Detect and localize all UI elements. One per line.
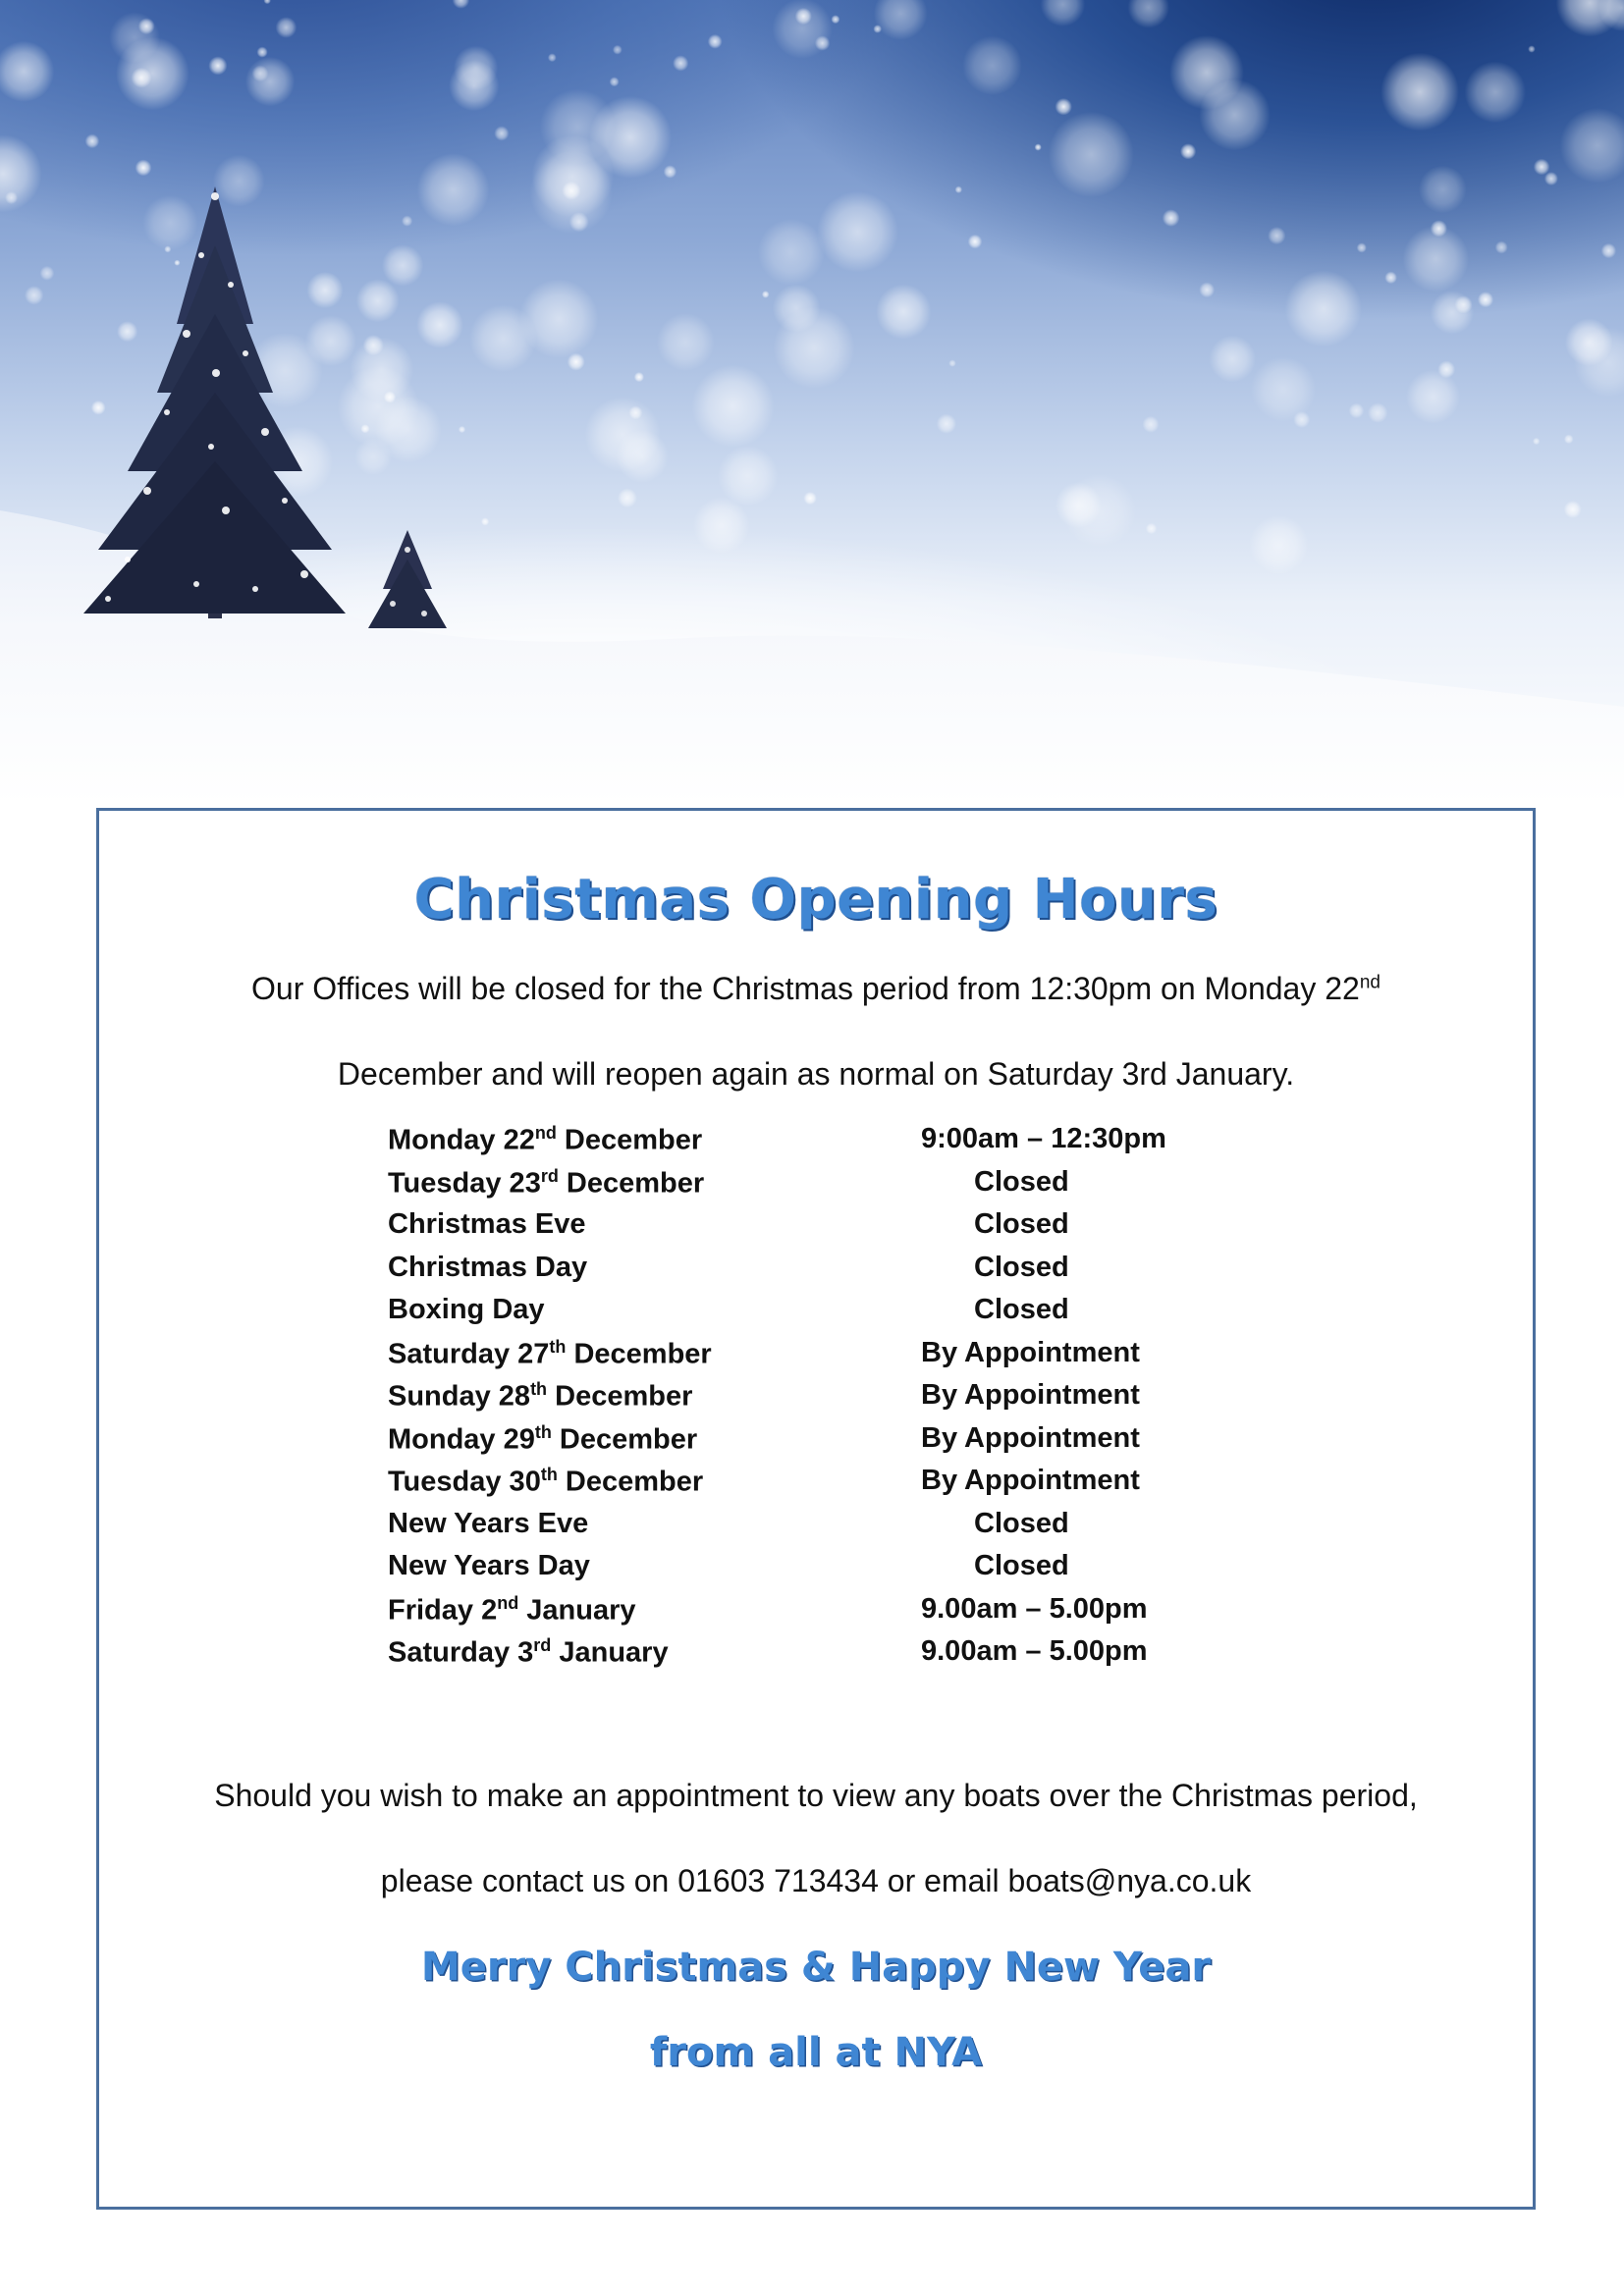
bokeh-light — [276, 17, 298, 38]
bokeh-light — [1478, 292, 1493, 307]
schedule-day-name: New Years Day — [388, 1550, 590, 1581]
schedule-row — [388, 1422, 1272, 1466]
bokeh-light — [382, 244, 423, 286]
bokeh-light — [1056, 98, 1072, 115]
schedule-row — [388, 1252, 1272, 1295]
contact-line-2: please contact us on 01603 713434 or email boats@nya.co.uk — [380, 1863, 1252, 1898]
bokeh-light — [1565, 318, 1613, 366]
schedule-day-ordinal: nd — [534, 1123, 557, 1143]
bokeh-light — [569, 212, 589, 232]
bokeh-light — [948, 359, 955, 366]
bokeh-light — [135, 160, 152, 177]
schedule-day — [388, 1337, 712, 1371]
bokeh-light — [1128, 0, 1169, 28]
bokeh-light — [562, 182, 580, 200]
schedule-row — [388, 1593, 1272, 1636]
bokeh-light — [962, 35, 1022, 95]
schedule-day — [388, 1465, 703, 1499]
bokeh-light — [1146, 523, 1157, 534]
bokeh-light — [585, 397, 661, 472]
bokeh-light — [1357, 242, 1367, 252]
bokeh-light — [402, 216, 412, 227]
bokeh-light — [1268, 227, 1285, 244]
intro-line-2: December and will reopen again as normal on Saturday 3rd January. — [337, 1056, 1295, 1092]
bokeh-light — [1406, 370, 1460, 424]
bokeh-light — [1143, 416, 1160, 433]
schedule-hours: By Appointment — [921, 1379, 1140, 1411]
bokeh-light — [1419, 166, 1467, 214]
bokeh-light — [762, 291, 770, 298]
schedule-day — [388, 1550, 590, 1582]
snowy-scene-illustration — [0, 0, 1624, 805]
bokeh-light — [1163, 209, 1180, 227]
schedule-day-name: Christmas Eve — [388, 1208, 586, 1240]
schedule-day-ordinal: rd — [540, 1165, 559, 1186]
bokeh-light — [874, 0, 928, 40]
bokeh-light — [1465, 62, 1527, 124]
intro-line-1-text: Our Offices will be closed for the Christmas period from 12:30pm on Monday 22 — [251, 971, 1360, 1006]
bokeh-light — [1049, 112, 1134, 197]
bokeh-light — [708, 34, 723, 49]
bokeh-light — [481, 517, 489, 525]
bokeh-light — [1495, 241, 1508, 254]
schedule-day-ordinal: th — [549, 1336, 567, 1357]
schedule-day-name: New Years Eve — [388, 1507, 589, 1539]
schedule-day-month: January — [551, 1636, 669, 1669]
bokeh-light — [634, 372, 644, 382]
bokeh-light — [375, 397, 442, 463]
bokeh-light — [0, 41, 54, 102]
bokeh-light — [174, 260, 180, 266]
bokeh-light — [384, 391, 396, 402]
bokeh-light — [803, 492, 816, 505]
bokeh-light — [1601, 243, 1616, 258]
schedule-day — [388, 1208, 586, 1241]
schedule-day-month: December — [566, 1338, 712, 1370]
schedule-row — [388, 1123, 1272, 1166]
bokeh-light — [1035, 143, 1042, 150]
schedule-hours: Closed — [974, 1294, 1069, 1325]
bokeh-light — [758, 219, 825, 286]
bokeh-light — [1431, 220, 1447, 237]
intro-line-1 — [99, 971, 1533, 1007]
bokeh-light — [937, 414, 956, 434]
schedule-day-month: December — [547, 1380, 693, 1413]
schedule-day-name: Monday 22 — [388, 1124, 535, 1156]
schedule-row — [388, 1465, 1272, 1508]
bokeh-light — [1180, 143, 1196, 159]
greeting-line-2: from all at NYA — [649, 2030, 983, 2075]
bokeh-light — [1249, 515, 1308, 574]
bokeh-light — [417, 153, 490, 226]
opening-hours-notice — [96, 808, 1536, 2210]
bokeh-light — [1528, 45, 1535, 52]
schedule-day — [388, 1294, 545, 1326]
page-title: Christmas Opening Hours — [413, 868, 1218, 932]
bokeh-light — [252, 65, 269, 81]
schedule-day — [388, 1123, 702, 1157]
bokeh-light — [494, 126, 509, 140]
bokeh-light — [1062, 474, 1136, 548]
bokeh-light — [817, 191, 898, 273]
bokeh-light — [459, 426, 465, 433]
bokeh-light — [519, 279, 599, 358]
bokeh-light — [1437, 360, 1455, 378]
schedule-day-name: Christmas Day — [388, 1251, 588, 1283]
greeting-line-1: Merry Christmas & Happy New Year — [420, 1945, 1212, 1990]
contact-line-1: Should you wish to make an appointment to view any boats over the Christmas period, — [214, 1778, 1418, 1813]
schedule-hours: 9.00am – 5.00pm — [921, 1635, 1148, 1667]
schedule-hours: By Appointment — [921, 1421, 1140, 1454]
schedule-day-name: Monday 29 — [388, 1423, 535, 1456]
schedule-row — [388, 1166, 1272, 1209]
bokeh-light — [613, 45, 623, 55]
schedule-day-name: Tuesday 23 — [388, 1167, 541, 1200]
schedule-day — [388, 1166, 704, 1201]
schedule-day-name: Boxing Day — [388, 1294, 545, 1325]
bokeh-light — [356, 279, 400, 322]
bokeh-light — [1380, 53, 1459, 132]
bokeh-light — [363, 335, 384, 355]
bokeh-light — [657, 313, 715, 371]
schedule-row — [388, 1550, 1272, 1593]
schedule-row — [388, 1635, 1272, 1679]
schedule-hours: By Appointment — [921, 1336, 1140, 1368]
schedule-day — [388, 1508, 588, 1540]
schedule-day-month: December — [556, 1124, 703, 1156]
bokeh-light — [257, 47, 268, 58]
schedule-day-month: December — [558, 1167, 705, 1200]
bokeh-light — [416, 301, 463, 348]
bokeh-light — [831, 15, 839, 24]
schedule-day-name: Saturday 3 — [388, 1636, 534, 1669]
bokeh-light — [1556, 0, 1624, 36]
bokeh-light — [773, 307, 854, 389]
bokeh-light — [213, 155, 265, 207]
bokeh-light — [1368, 402, 1388, 423]
schedule-day — [388, 1635, 669, 1670]
schedule-day-name: Sunday 28 — [388, 1380, 531, 1413]
schedule-day — [388, 1422, 697, 1457]
bokeh-light — [610, 77, 620, 86]
schedule-day-name: Tuesday 30 — [388, 1466, 541, 1498]
bokeh-light — [1041, 0, 1085, 27]
bokeh-light — [306, 272, 343, 308]
bokeh-light — [25, 286, 43, 304]
schedule-hours: Closed — [974, 1251, 1069, 1283]
bokeh-light — [873, 25, 882, 33]
schedule-day-name: Saturday 27 — [388, 1338, 550, 1370]
bokeh-light — [1534, 159, 1550, 176]
bokeh-light — [589, 96, 672, 179]
bokeh-light — [453, 0, 470, 9]
schedule-day-ordinal: rd — [533, 1635, 552, 1655]
bokeh-light — [1209, 336, 1256, 383]
bokeh-light — [548, 53, 557, 62]
schedule-row — [388, 1337, 1272, 1380]
bokeh-light — [795, 8, 812, 25]
schedule-hours: Closed — [974, 1550, 1069, 1581]
bokeh-light — [449, 61, 499, 111]
bokeh-light — [664, 165, 677, 178]
bokeh-light — [1251, 356, 1316, 421]
schedule-day-month: January — [518, 1594, 636, 1627]
small-tree-icon — [368, 530, 447, 628]
schedule-hours: Closed — [974, 1208, 1069, 1240]
bokeh-light — [305, 315, 356, 366]
bokeh-light — [1455, 295, 1473, 313]
bokeh-light — [1285, 270, 1362, 347]
schedule-hours: Closed — [974, 1507, 1069, 1539]
schedule-table — [388, 1123, 1272, 1679]
schedule-hours: 9.00am – 5.00pm — [921, 1592, 1148, 1625]
schedule-day — [388, 1252, 587, 1284]
schedule-row — [388, 1379, 1272, 1422]
bokeh-light — [673, 55, 688, 71]
bokeh-light — [968, 235, 983, 249]
bokeh-light — [1560, 108, 1624, 184]
bokeh-light — [876, 285, 931, 340]
schedule-day — [388, 1593, 636, 1628]
bokeh-light — [0, 134, 42, 212]
bokeh-light — [40, 266, 55, 281]
schedule-hours: 9:00am – 12:30pm — [921, 1123, 1166, 1154]
bokeh-light — [142, 195, 197, 250]
bokeh-light — [1293, 411, 1310, 428]
schedule-day-month: December — [551, 1423, 698, 1456]
bokeh-light — [955, 187, 962, 193]
schedule-day — [388, 1379, 692, 1414]
bokeh-light — [264, 0, 271, 4]
schedule-day-name: Friday 2 — [388, 1594, 498, 1627]
bokeh-light — [1564, 435, 1574, 445]
bokeh-light — [718, 446, 779, 507]
bokeh-light — [91, 400, 106, 415]
schedule-day-ordinal: th — [530, 1379, 548, 1399]
bokeh-light — [116, 37, 189, 111]
bokeh-light — [1533, 438, 1540, 445]
schedule-day-month: December — [557, 1466, 704, 1498]
schedule-day-ordinal: th — [534, 1421, 552, 1442]
intro-line-1-ordinal: nd — [1359, 972, 1380, 993]
schedule-row — [388, 1508, 1272, 1551]
bokeh-light — [117, 321, 137, 342]
bokeh-light — [360, 424, 369, 433]
bokeh-light — [1564, 501, 1582, 518]
schedule-day-ordinal: nd — [497, 1592, 519, 1613]
bokeh-light — [1349, 403, 1365, 419]
schedule-row — [388, 1208, 1272, 1252]
schedule-row — [388, 1294, 1272, 1337]
schedule-hours: By Appointment — [921, 1465, 1140, 1496]
bokeh-light — [85, 134, 100, 149]
bokeh-light — [1384, 272, 1397, 285]
bokeh-light — [691, 365, 774, 448]
bokeh-light — [164, 245, 171, 252]
schedule-day-ordinal: th — [540, 1465, 558, 1484]
bokeh-light — [208, 56, 227, 75]
bokeh-light — [618, 488, 637, 507]
bokeh-light — [245, 57, 295, 106]
bokeh-light — [1544, 172, 1558, 186]
schedule-hours: Closed — [974, 1165, 1069, 1198]
bokeh-light — [1199, 282, 1215, 297]
winter-header-image — [0, 0, 1624, 805]
bokeh-light — [1199, 80, 1271, 151]
